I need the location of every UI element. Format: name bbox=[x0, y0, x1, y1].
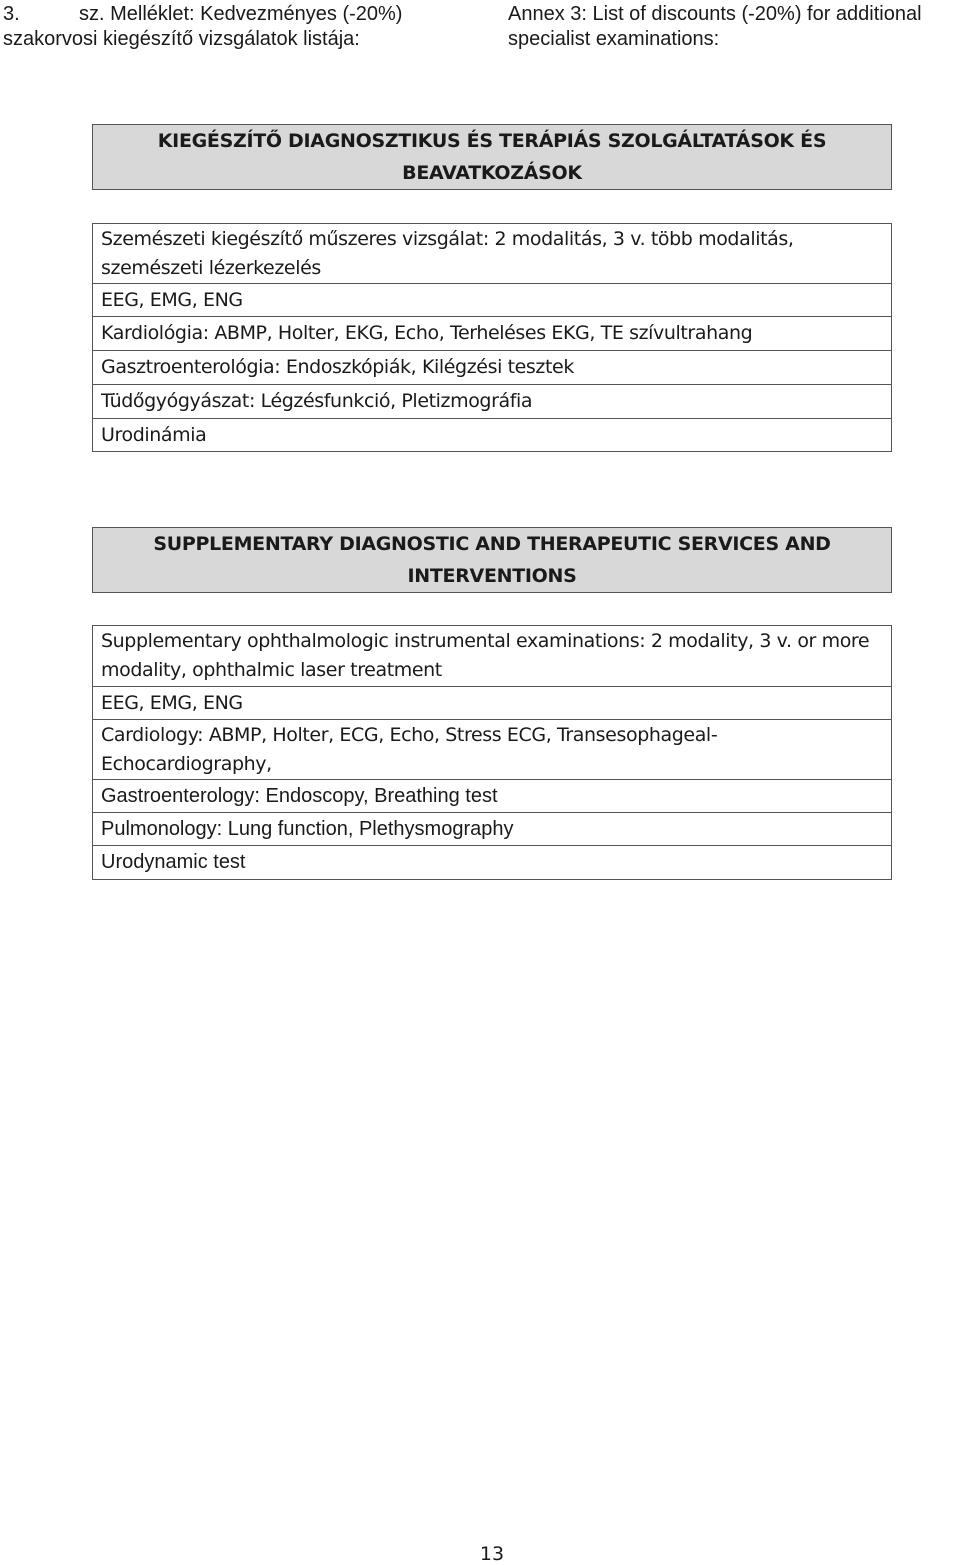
heading-hu-line-1 bbox=[3, 2, 463, 27]
list-item: Szemészeti kiegészítő műszeres vizsgálat: 2 modalitás, 3 v. több modalitás, szemészeti lézerkezelés bbox=[93, 224, 891, 284]
list-item: Urodynamic test bbox=[93, 846, 891, 880]
list-item: Gasztroenterológia: Endoszkópiák, Kilégzési tesztek bbox=[93, 351, 891, 385]
list-item: Supplementary ophthalmologic instrumental examinations: 2 modality, 3 v. or more modality, ophthalmic laser treatment bbox=[93, 626, 891, 687]
heading-en-line-2: specialist examinations: bbox=[508, 28, 720, 50]
list-item: Tüdőgyógyászat: Légzésfunkció, Pletizmográfia bbox=[93, 385, 891, 419]
list-item: EEG, EMG, ENG bbox=[93, 284, 891, 317]
heading-hungarian bbox=[3, 2, 463, 52]
services-list-english bbox=[92, 625, 892, 880]
services-list-hungarian bbox=[92, 223, 892, 452]
heading-hu-line-1-text: sz. Melléklet: Kedvezményes (-20%) bbox=[79, 3, 403, 25]
list-item: Kardiológia: ABMP, Holter, EKG, Echo, Terheléses EKG, TE szívultrahang bbox=[93, 317, 891, 351]
list-item: EEG, EMG, ENG bbox=[93, 687, 891, 720]
list-item: Pulmonology: Lung function, Plethysmography bbox=[93, 813, 891, 846]
heading-hu-line-2: szakorvosi kiegészítő vizsgálatok listája: bbox=[3, 28, 360, 50]
section-title-hungarian: KIEGÉSZÍTŐ DIAGNOSZTIKUS ÉS TERÁPIÁS SZOLGÁLTATÁSOK ÉS BEAVATKOZÁSOK bbox=[92, 124, 892, 190]
list-item: Urodinámia bbox=[93, 419, 891, 452]
section-title-english: SUPPLEMENTARY DIAGNOSTIC AND THERAPEUTIC SERVICES AND INTERVENTIONS bbox=[92, 527, 892, 593]
heading-en-line-1: Annex 3: List of discounts (-20%) for additional bbox=[508, 3, 922, 25]
annex-number: 3. bbox=[3, 3, 20, 25]
page-number: 13 bbox=[479, 1543, 505, 1565]
list-item: Cardiology: ABMP, Holter, ECG, Echo, Stress ECG, Transesophageal-Echocardiography, bbox=[93, 720, 891, 780]
list-item: Gastroenterology: Endoscopy, Breathing test bbox=[93, 780, 891, 813]
heading-english bbox=[508, 2, 960, 52]
